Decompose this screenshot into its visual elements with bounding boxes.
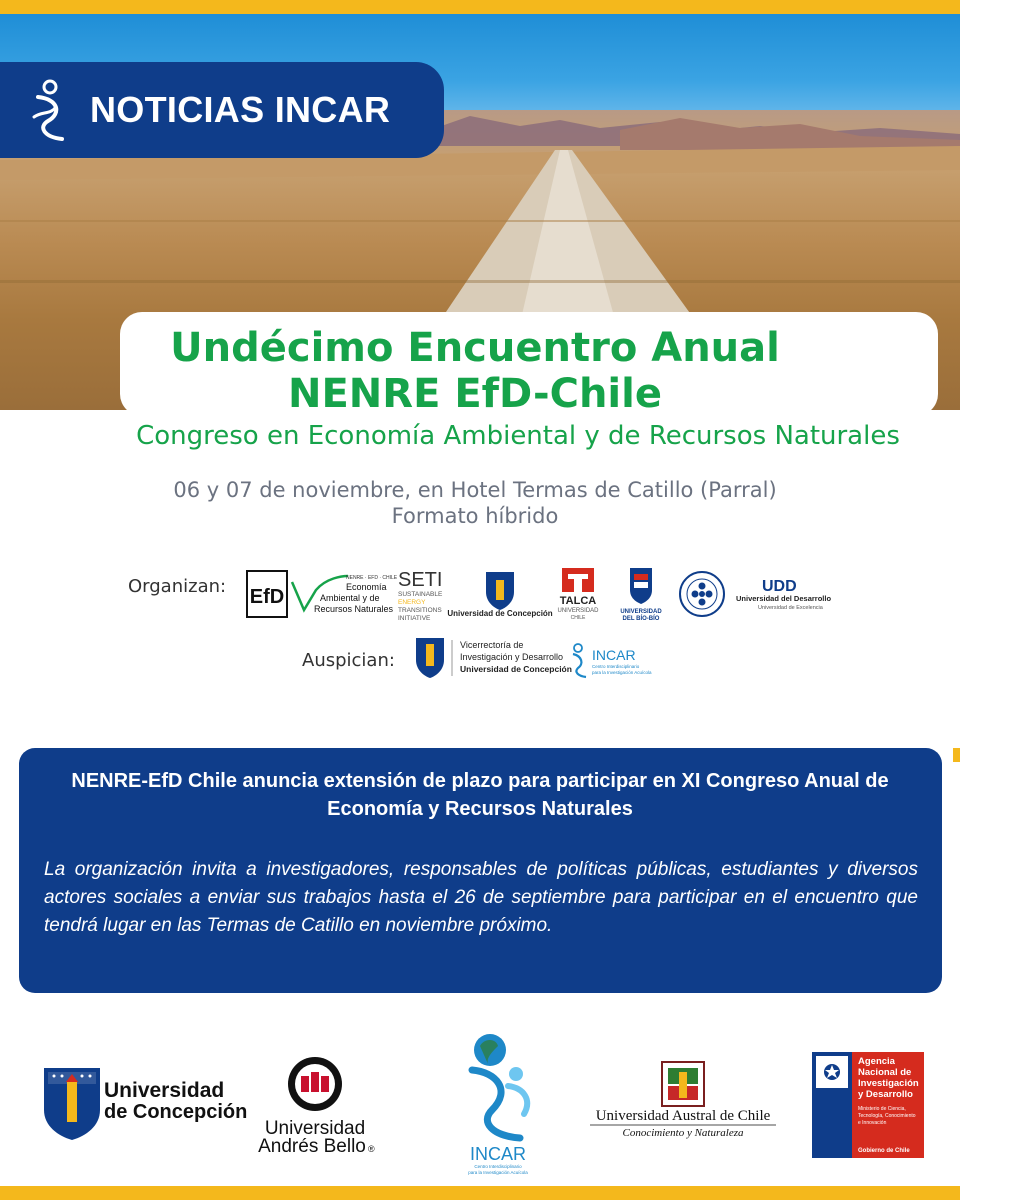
- footer-incar-logo: [462, 1030, 544, 1181]
- sponsors-label: Auspician:: [302, 650, 395, 671]
- footer-anid-logo: [812, 1052, 924, 1163]
- udec-name: Universidad de Concepción: [447, 609, 553, 618]
- footer-incar-sub1: Centro Interdisciplinario: [474, 1164, 522, 1169]
- bottom-accent-bar: [0, 1186, 960, 1200]
- udec-logo: [447, 570, 553, 621]
- nenre-line2: Ambiental y de: [320, 593, 380, 603]
- biobio-line1: UNIVERSIDAD: [620, 609, 662, 615]
- udd-tagline: Universidad de Excelencia: [758, 605, 823, 611]
- seal-logo: [674, 570, 730, 625]
- udd-name: Universidad del Desarrollo: [736, 594, 832, 603]
- anid-ministry3: e Innovación: [858, 1120, 887, 1126]
- anid-line2: Nacional de: [858, 1067, 912, 1078]
- organizers-label: Organizan:: [128, 576, 227, 597]
- event-subtitle: Congreso en Economía Ambiental y de Recursos Naturales: [136, 421, 900, 451]
- nenre-small: NENRE · EFD · CHILE: [346, 575, 398, 581]
- side-accent: [953, 748, 960, 762]
- footer-incar-name: INCAR: [469, 1144, 527, 1164]
- nenre-line3: Recursos Naturales: [314, 604, 394, 614]
- footer-udec-line1: Universidad: [104, 1079, 225, 1102]
- efd-logo: [246, 570, 398, 625]
- biobio-line2: DEL BÍO-BÍO: [622, 616, 660, 622]
- seti-line2: ENERGY: [398, 599, 426, 606]
- seti-title: SETI: [398, 569, 443, 591]
- event-title-line1: Undécimo Encuentro Anual: [170, 325, 780, 371]
- footer-unab-reg: ®: [368, 1144, 375, 1154]
- udd-mark: UDD: [762, 578, 797, 595]
- incar-swimmer-icon: [28, 77, 72, 143]
- news-headline: NENRE-EfD Chile anuncia extensión de plazo para participar en XI Congreso Anual de Economía y Recursos Naturales: [71, 770, 889, 820]
- footer-unab-line1: Universidad: [264, 1118, 366, 1139]
- utalca-logo: [556, 566, 600, 627]
- banner-title: NOTICIAS INCAR: [90, 89, 391, 130]
- udd-logo: [736, 574, 832, 619]
- news-banner: [0, 62, 444, 158]
- footer-uach-line1: Universidad Austral de Chile: [595, 1108, 771, 1124]
- footer-uach-logo: [588, 1058, 780, 1143]
- anid-line1: Agencia: [858, 1056, 895, 1067]
- seti-line1: SUSTAINABLE: [398, 591, 443, 598]
- seti-logo: [398, 566, 450, 625]
- footer-unab-line2: Andrés Bello: [258, 1136, 366, 1157]
- incar-sponsor-sub2: para la Investigación Acuícola: [592, 670, 652, 675]
- nenre-line1: Economía: [346, 582, 387, 592]
- incar-sponsor-sub1: Centro Interdisciplinario: [592, 664, 640, 669]
- seti-line3: TRANSITIONS: [398, 607, 442, 614]
- footer-incar-sub2: para la Investigación Acuícola: [468, 1170, 528, 1175]
- vrid-logo: [414, 636, 570, 689]
- vrid-line3: Universidad de Concepción: [460, 664, 572, 674]
- vrid-line2: Investigación y Desarrollo: [460, 652, 564, 662]
- talca-name: TALCA: [559, 595, 597, 607]
- news-summary: La organización invita a investigadores, responsables de políticas públicas, estudiantes y diversos actores sociales a enviar sus trabajos hasta el 26 de septiembre para participar en el encuentro que tendrá lugar en las Termas de Catillo en noviembre próximo.: [44, 859, 918, 936]
- footer-uach-line2: Conocimiento y Naturaleza: [622, 1127, 744, 1139]
- top-accent-bar: [0, 0, 960, 14]
- seti-line4: INITIATIVE: [398, 615, 431, 622]
- anid-gov: Gobierno de Chile: [858, 1148, 910, 1154]
- event-title-line2: NENRE EfD-Chile: [288, 371, 662, 417]
- anid-line4: y Desarrollo: [858, 1089, 913, 1100]
- talca-sub: UNIVERSIDAD: [557, 608, 599, 614]
- incar-sponsor-name: INCAR: [592, 647, 636, 663]
- ubiobio-logo: [616, 566, 666, 627]
- footer-udec-line2: de Concepción: [104, 1101, 248, 1123]
- talca-country: CHILE: [570, 615, 586, 621]
- event-format: Formato híbrido: [391, 504, 559, 528]
- event-date-place: 06 y 07 de noviembre, en Hotel Termas de Catillo (Parral): [173, 478, 777, 502]
- footer-udec-logo: [42, 1066, 248, 1147]
- anid-ministry1: Ministerio de Ciencia,: [858, 1106, 906, 1112]
- incar-sponsor-logo: [570, 640, 654, 685]
- anid-line3: Investigación: [858, 1078, 919, 1089]
- footer-unab-logo: [258, 1056, 378, 1161]
- vrid-line1: Vicerrectoría de: [460, 640, 524, 650]
- efd-text: EfD: [249, 586, 285, 608]
- anid-ministry2: Tecnología, Conocimiento: [858, 1113, 916, 1119]
